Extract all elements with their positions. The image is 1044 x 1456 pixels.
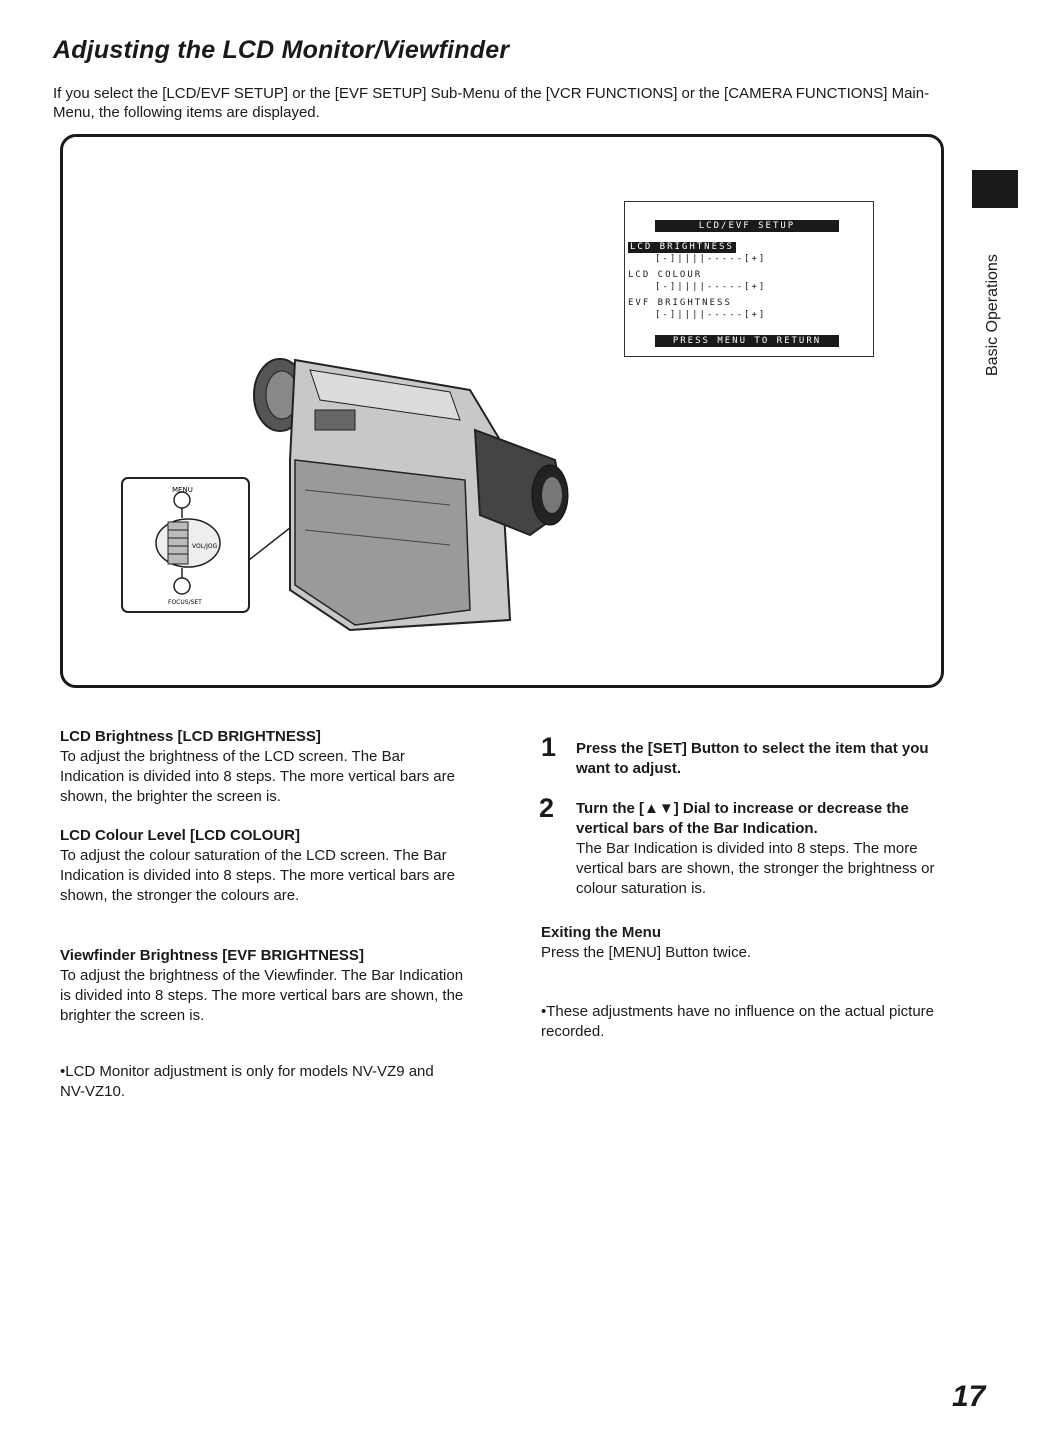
osd-menu-display bbox=[624, 201, 874, 357]
osd-header: LCD/EVF SETUP bbox=[655, 220, 839, 232]
heading-exit-menu: Exiting the Menu bbox=[541, 924, 661, 941]
body-lcd-colour: To adjust the colour saturation of the LCD screen. The Bar Indication is divided into 8 steps. The more vertical bars are shown, the stronger the colours are. bbox=[60, 847, 455, 904]
osd-item-evf-brightness: EVF BRIGHTNESS bbox=[628, 298, 732, 308]
osd-bar-lcd-colour: [-]||||-----[+] bbox=[655, 282, 767, 292]
page-title: Adjusting the LCD Monitor/Viewfinder bbox=[53, 36, 510, 64]
heading-lcd-colour: LCD Colour Level [LCD COLOUR] bbox=[60, 827, 300, 844]
note-adjustments: •These adjustments have no influence on the actual picture recorded. bbox=[541, 1003, 934, 1040]
body-lcd-brightness: To adjust the brightness of the LCD screen. The Bar Indication is divided into 8 steps. The more vertical bars are shown, the brighter the screen is. bbox=[60, 748, 455, 805]
section-lcd-colour bbox=[60, 826, 470, 906]
body-exit-menu: Press the [MENU] Button twice. bbox=[541, 944, 752, 961]
section-side-label: Basic Operations bbox=[984, 254, 1001, 376]
inset-dial-label: VOL/JOG bbox=[192, 543, 218, 550]
osd-bar-lcd-brightness: [-]||||-----[+] bbox=[655, 254, 767, 264]
step-1-instruction: Press the [SET] Button to select the item that you want to adjust. bbox=[576, 740, 929, 777]
osd-bar-evf-brightness: [-]||||-----[+] bbox=[655, 310, 767, 320]
inset-button-label: FOCUS/SET bbox=[168, 599, 202, 606]
section-exit-menu bbox=[541, 923, 941, 963]
step-2-detail: The Bar Indication is divided into 8 steps. The more vertical bars are shown, the stronger the brightness or colour saturation is. bbox=[576, 840, 935, 897]
camcorder-illustration bbox=[110, 350, 580, 650]
step-2-instruction: Turn the [▲▼] Dial to increase or decrease the vertical bars of the Bar Indication. bbox=[576, 800, 909, 837]
heading-evf-brightness: Viewfinder Brightness [EVF BRIGHTNESS] bbox=[60, 947, 364, 964]
osd-item-lcd-brightness: LCD BRIGHTNESS bbox=[630, 242, 734, 252]
body-evf-brightness: To adjust the brightness of the Viewfinder. The Bar Indication is divided into 8 steps. The more vertical bars are shown, the brighter the screen is. bbox=[60, 967, 464, 1024]
section-evf-brightness bbox=[60, 946, 470, 1026]
osd-footer: PRESS MENU TO RETURN bbox=[655, 335, 839, 347]
osd-item-lcd-colour: LCD COLOUR bbox=[628, 270, 703, 280]
section-tab-marker bbox=[972, 170, 1018, 208]
step-2-number: 2 bbox=[539, 793, 555, 823]
page-number: 17 bbox=[952, 1380, 986, 1413]
step-2 bbox=[576, 799, 956, 899]
intro-text: If you select the [LCD/EVF SETUP] or the [EVF SETUP] Sub-Menu of the [VCR FUNCTIONS] or the [CAMERA FUNCTIONS] Main-Menu, the following items are displayed. bbox=[53, 85, 930, 121]
section-lcd-brightness bbox=[60, 727, 470, 807]
heading-lcd-brightness: LCD Brightness [LCD BRIGHTNESS] bbox=[60, 728, 321, 745]
step-1-number: 1 bbox=[541, 732, 557, 762]
step-1 bbox=[576, 739, 946, 779]
note-lcd-models: •LCD Monitor adjustment is only for models NV-VZ9 and NV-VZ10. bbox=[60, 1063, 434, 1100]
inset-menu-label: MENU bbox=[172, 486, 193, 494]
